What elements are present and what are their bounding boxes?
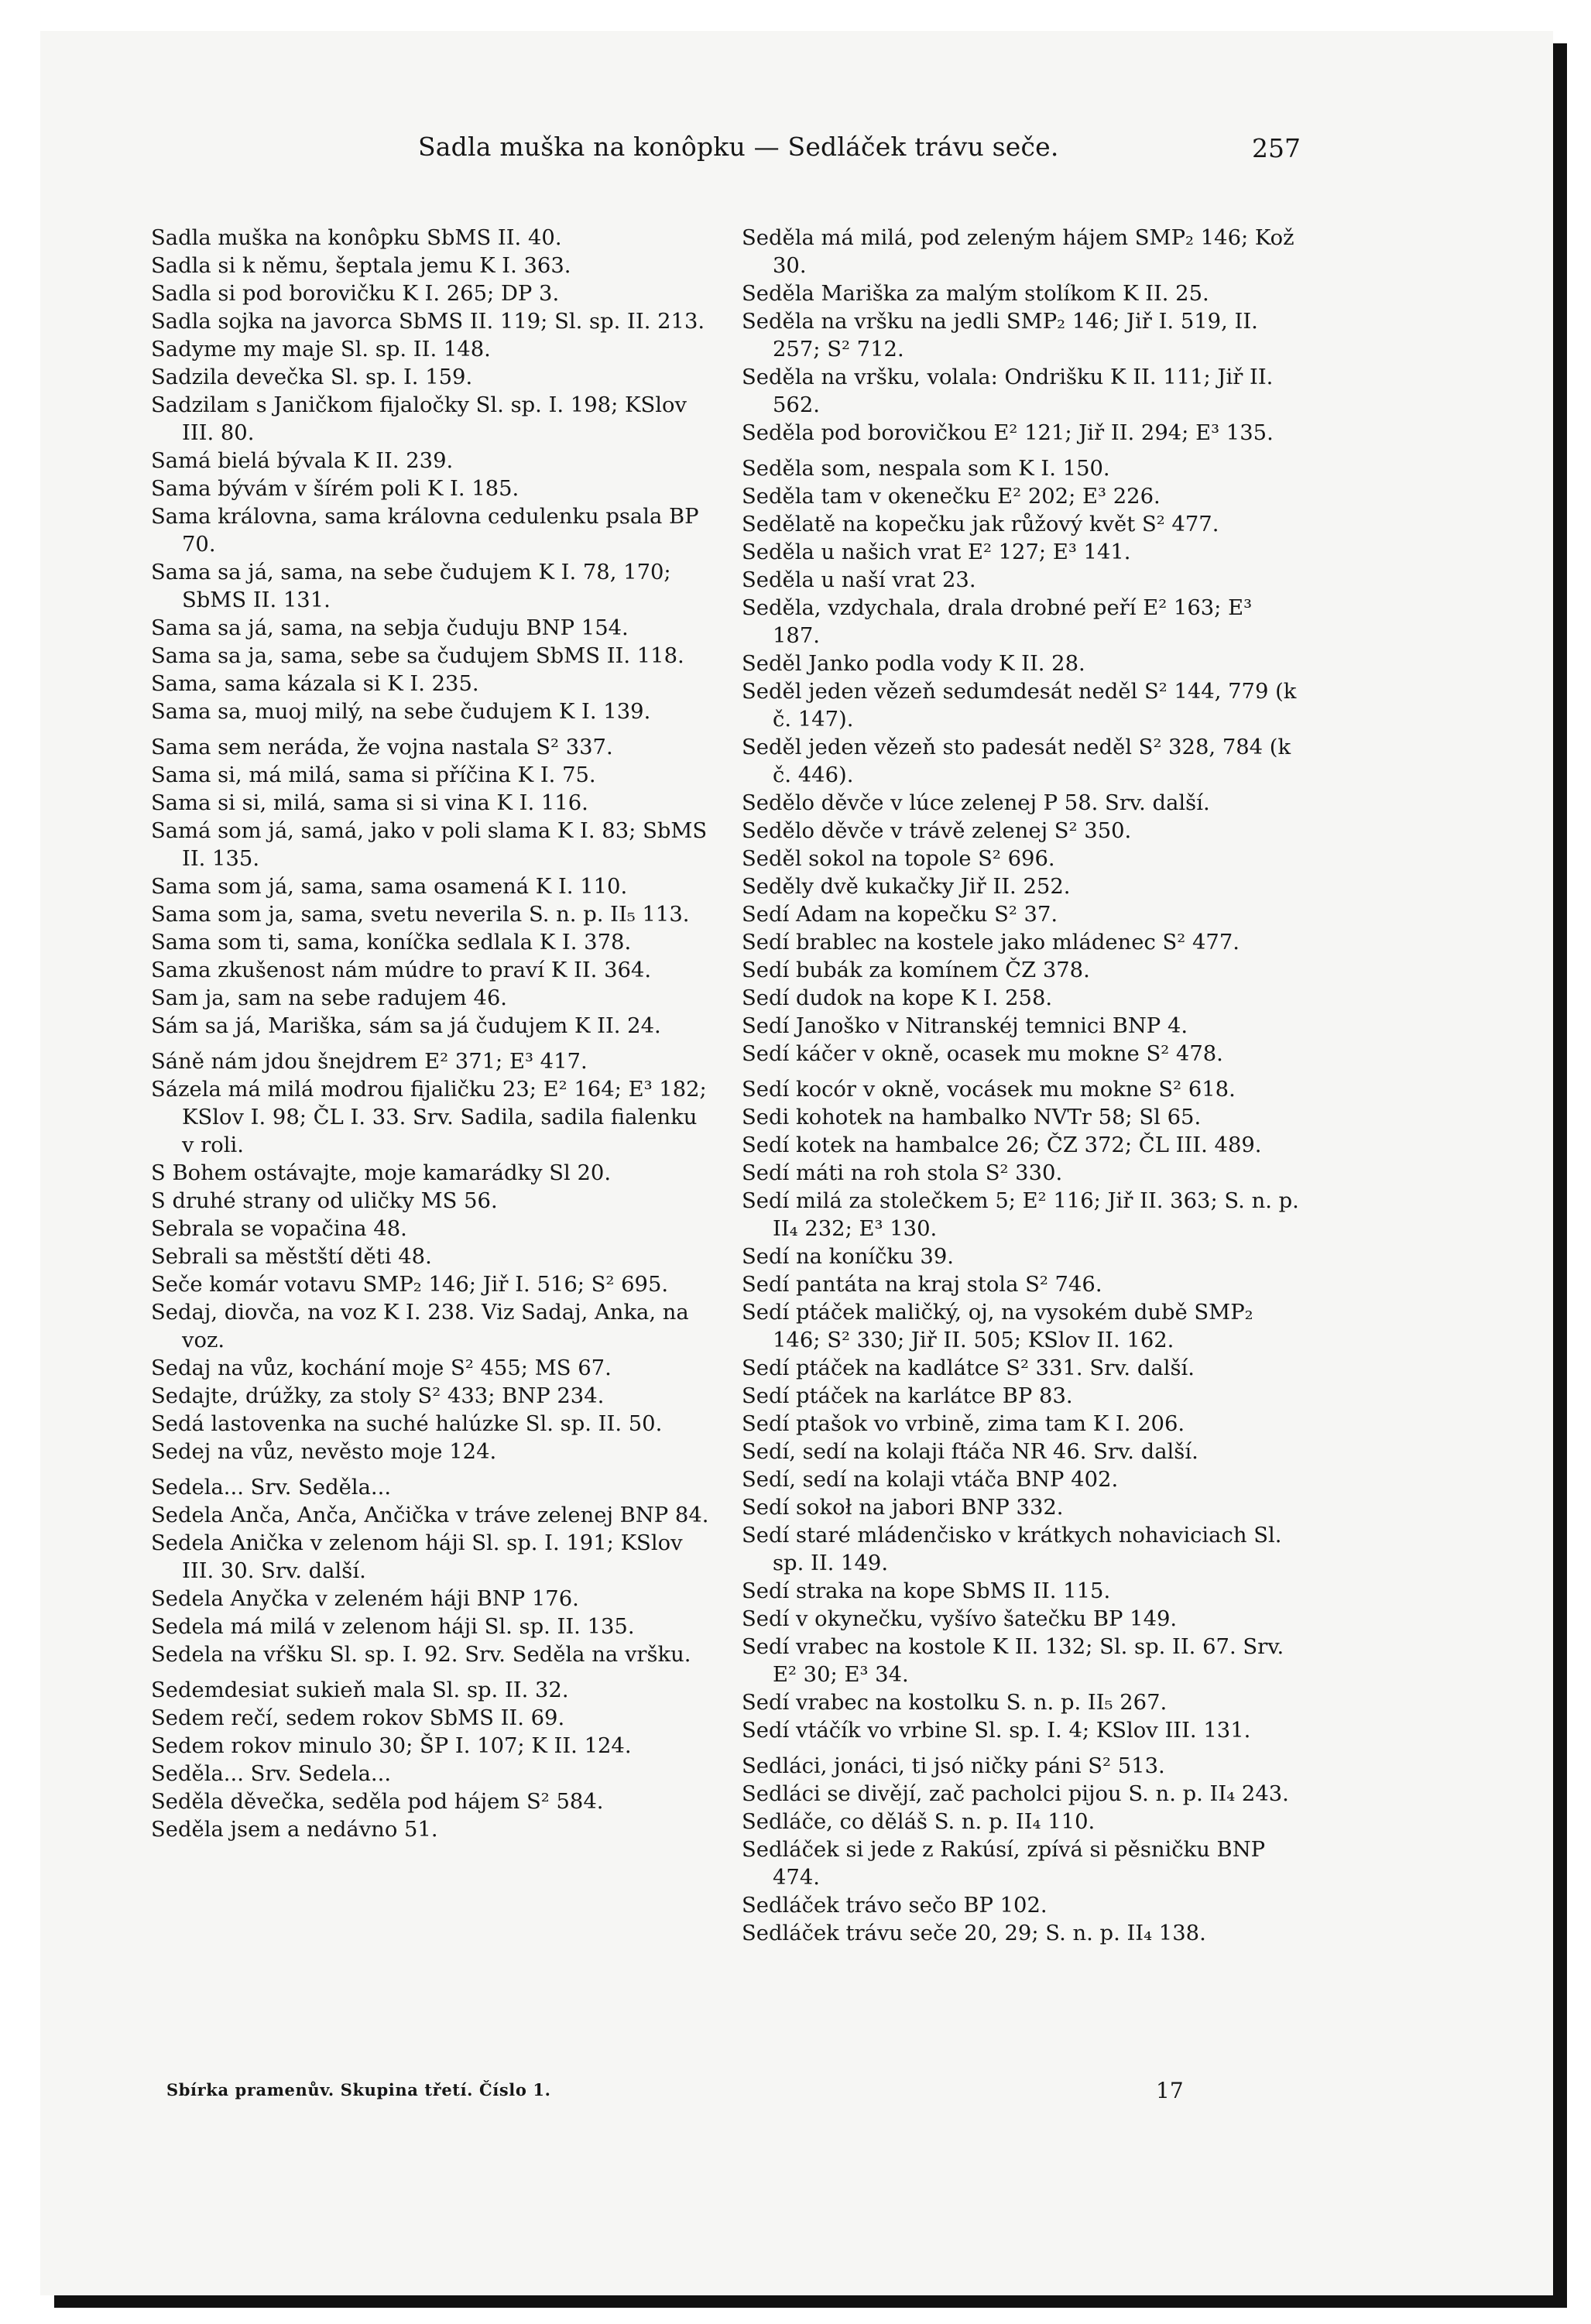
index-entry: Sedaj, diovča, na voz K I. 238. Viz Sadaj, Anka, na voz. (151, 1301, 689, 1352)
index-entry: Sedí sokoł na jabori BNP 332. (742, 1496, 1064, 1520)
index-entry: Sedí ptáček na karlátce BP 83. (742, 1384, 1073, 1408)
index-entry: Sama si si, milá, sama si si vina K I. 116. (151, 791, 588, 815)
index-entry: S druhé strany od uličky MS 56. (151, 1189, 498, 1213)
index-entry: Sedí ptáček na kadlátce S² 331. Srv. další. (742, 1356, 1195, 1380)
index-column-left (151, 225, 712, 1844)
index-entry: Sedí kocór v okně, vocásek mu mokne S² 618. (742, 1078, 1236, 1102)
index-entry: Seděla na vršku na jedli SMP₂ 146; Jiř I. 519, II. 257; S² 712. (742, 310, 1258, 362)
index-entry: Sedemdesiat sukieň mala Sl. sp. II. 32. (151, 1678, 569, 1702)
index-entry: Sedláček trávo sečo BP 102. (742, 1894, 1048, 1918)
index-entry: Sedí na koníčku 39. (742, 1245, 954, 1269)
page-number: 257 (1252, 133, 1301, 163)
index-entry: Sedláče, co děláš S. n. p. II₄ 110. (742, 1810, 1096, 1834)
index-entry: Seděl Janko podla vody K II. 28. (742, 652, 1085, 676)
index-entry: Sedí bubák za komínem ČZ 378. (742, 958, 1090, 982)
index-entry: Sedí, sedí na kolaji ftáča NR 46. Srv. další. (742, 1440, 1198, 1464)
index-entry: Sedem rečí, sedem rokov SbMS II. 69. (151, 1706, 565, 1730)
index-entry: Sama královna, sama královna cedulenku psala BP 70. (151, 505, 699, 557)
index-entry: Sedí vrabec na kostolku S. n. p. II₅ 267. (742, 1691, 1168, 1715)
index-entry: Sedí brablec na kostele jako mládenec S² 477. (742, 931, 1240, 955)
index-entry: Seděl sokol na topole S² 696. (742, 847, 1055, 871)
index-entry: Sedělo děvče v trávě zelenej S² 350. (742, 819, 1132, 843)
footer-sheet-number: 17 (1156, 2078, 1184, 2103)
index-entry: Sedláček si jede z Rakúsí, zpívá si pěsničku BNP 474. (742, 1838, 1266, 1890)
index-entry: Seče komár votavu SMP₂ 146; Jiř I. 516; S² 695. (151, 1273, 669, 1297)
index-entry: S Bohem ostávajte, moje kamarádky Sl 20. (151, 1161, 612, 1185)
index-entry: Sedela... Srv. Seděla... (151, 1476, 392, 1500)
index-entry: Sedela Anička v zelenom háji Sl. sp. I. 191; KSlov III. 30. Srv. další. (151, 1531, 683, 1583)
index-entry: Sedláček trávu seče 20, 29; S. n. p. II₄ 138. (742, 1921, 1206, 1945)
index-entry: Sedí staré mládenčisko v krátkych nohaviciach Sl. sp. II. 149. (742, 1524, 1282, 1575)
index-entry: Seděl jeden vězeň sto padesát neděl S² 328, 784 (k č. 446). (742, 735, 1291, 787)
index-entry: Sedi kohotek na hambalko NVTr 58; Sl 65. (742, 1105, 1202, 1129)
index-entry: Sama som ja, sama, svetu neverila S. n. p. II₅ 113. (151, 903, 690, 927)
index-entry: Sedá lastovenka na suché halúzke Sl. sp. II. 50. (151, 1412, 663, 1436)
index-entry: Sedí vtáčík vo vrbine Sl. sp. I. 4; KSlov III. 131. (742, 1719, 1251, 1743)
index-entry: Sadla si k němu, šeptala jemu K I. 363. (151, 254, 571, 278)
index-entry: Samá som já, samá, jako v poli slama K I. 83; SbMS II. 135. (151, 819, 708, 871)
index-entry: Samá bielá bývala K II. 239. (151, 449, 454, 473)
index-entry: Sama sem neráda, že vojna nastala S² 337. (151, 735, 613, 759)
index-entry: Sama som já, sama, sama osamená K I. 110. (151, 875, 628, 899)
index-entry: Sedí Janoško v Nitranskéj temnici BNP 4. (742, 1014, 1188, 1038)
index-entry: Seděla má milá, pod zeleným hájem SMP₂ 146; Kož 30. (742, 226, 1294, 278)
index-entry: Seděla na vršku, volala: Ondrišku K II. 111; Jiř II. 562. (742, 365, 1274, 417)
index-column-right (742, 225, 1301, 1948)
index-entry: Sedí káčer v okně, ocasek mu mokne S² 478. (742, 1042, 1223, 1066)
index-entry: Sadzilam s Janičkom fijaločky Sl. sp. I. 198; KSlov III. 80. (151, 393, 687, 445)
index-entry: Sáně nám jdou šnejdrem E² 371; E³ 417. (151, 1050, 588, 1074)
index-entry: Seděla u naší vrat 23. (742, 568, 976, 592)
index-entry: Sedí máti na roh stola S² 330. (742, 1161, 1063, 1185)
index-entry: Sedí v okynečku, vyšívo šatečku BP 149. (742, 1607, 1178, 1631)
index-entry: Seděla jsem a nedávno 51. (151, 1818, 438, 1842)
index-entry: Sebrala se vopačina 48. (151, 1217, 407, 1241)
index-entry: Sadla sojka na javorca SbMS II. 119; Sl. sp. II. 213. (151, 310, 705, 334)
index-entry: Sedí milá za stolečkem 5; E² 116; Jiř II. 363; S. n. p. II₄ 232; E³ 130. (742, 1189, 1299, 1241)
index-entry: Seděl jeden vězeň sedumdesát neděl S² 144, 779 (k č. 147). (742, 680, 1297, 732)
index-entry: Sama som ti, sama, koníčka sedlala K I. 378. (151, 931, 632, 955)
index-entry: Sedí ptáček maličký, oj, na vysokém dubě SMP₂ 146; S² 330; Jiř II. 505; KSlov II. 162. (742, 1301, 1253, 1352)
index-entry: Sama si, má milá, sama si příčina K I. 75. (151, 763, 596, 787)
index-entry: Sedělatě na kopečku jak růžový květ S² 477. (742, 512, 1219, 536)
index-entry: Sedela Anyčka v zeleném háji BNP 176. (151, 1587, 579, 1611)
index-entry: Sama sa já, sama, na sebja čuduju BNP 154. (151, 616, 629, 640)
index-entry: Sadla si pod borovičku K I. 265; DP 3. (151, 282, 560, 306)
index-entry: Seděla děvečka, seděla pod hájem S² 584. (151, 1790, 604, 1814)
index-entry: Sadyme my maje Sl. sp. II. 148. (151, 338, 491, 362)
index-entry: Sám sa já, Mariška, sám sa já čudujem K II. 24. (151, 1014, 661, 1038)
index-entry: Sadla muška na konôpku SbMS II. 40. (151, 226, 562, 250)
index-entry: Sedaj na vůz, kochání moje S² 455; MS 67. (151, 1356, 612, 1380)
index-entry: Sedela má milá v zelenom háji Sl. sp. II. 135. (151, 1615, 635, 1639)
index-entry: Sedí straka na kope SbMS II. 115. (742, 1579, 1111, 1603)
footer-series-note: Sbírka pramenův. Skupina třetí. Číslo 1. (166, 2080, 551, 2099)
index-entry: Sedělo děvče v lúce zelenej P 58. Srv. další. (742, 791, 1210, 815)
index-entry: Sedem rokov minulo 30; ŠP I. 107; K II. 124. (151, 1734, 632, 1758)
index-entry: Seděla, vzdychala, drala drobné peří E² 163; E³ 187. (742, 596, 1253, 648)
index-entry: Seděla Mariška za malým stolíkom K II. 25. (742, 282, 1209, 306)
index-entry: Sadzila devečka Sl. sp. I. 159. (151, 365, 473, 389)
index-entry: Sama, sama kázala si K I. 235. (151, 672, 479, 696)
index-entry: Sama sa ja, sama, sebe sa čudujem SbMS II. 118. (151, 644, 684, 668)
index-entry: Sedí pantáta na kraj stola S² 746. (742, 1273, 1102, 1297)
index-entry: Seděla pod borovičkou E² 121; Jiř II. 294; E³ 135. (742, 421, 1274, 445)
index-entry: Seděla... Srv. Sedela... (151, 1762, 392, 1786)
index-entry: Sedí ptašok vo vrbině, zima tam K I. 206. (742, 1412, 1185, 1436)
index-entry: Sedí Adam na kopečku S² 37. (742, 903, 1058, 927)
index-entry: Sedláci, jonáci, ti jsó ničky páni S² 513. (742, 1754, 1165, 1778)
index-entry: Sama sa já, sama, na sebe čudujem K I. 78, 170; SbMS II. 131. (151, 560, 671, 612)
index-entry: Sam ja, sam na sebe radujem 46. (151, 986, 508, 1010)
index-entry: Sedí kotek na hambalce 26; ČZ 372; ČL III. 489. (742, 1133, 1262, 1157)
index-entry: Sama sa, muoj milý, na sebe čudujem K I. 139. (151, 700, 651, 724)
running-header-title: Sadla muška na konôpku — Sedláček trávu seče. (418, 132, 1059, 162)
index-entry: Sedela Anča, Anča, Ančička v tráve zelenej BNP 84. (151, 1503, 709, 1527)
index-entry: Seděla tam v okenečku E² 202; E³ 226. (742, 485, 1161, 509)
index-entry: Sedláci se divějí, zač pacholci pijou S. n. p. II₄ 243. (742, 1782, 1289, 1806)
index-entry: Sázela má milá modrou fijaličku 23; E² 164; E³ 182; KSlov I. 98; ČL I. 33. Srv. Sadila, sadila fialenku v roli. (151, 1078, 707, 1157)
index-entry: Seděla u našich vrat E² 127; E³ 141. (742, 540, 1131, 564)
index-entry: Sedela na vŕšku Sl. sp. I. 92. Srv. Seděla na vršku. (151, 1643, 691, 1667)
index-entry: Sebrali sa městští děti 48. (151, 1245, 432, 1269)
index-entry: Sedajte, drúžky, za stoly S² 433; BNP 234. (151, 1384, 605, 1408)
index-entry: Sedí vrabec na kostole K II. 132; Sl. sp. II. 67. Srv. E² 30; E³ 34. (742, 1635, 1284, 1687)
index-entry: Sedej na vůz, nevěsto moje 124. (151, 1440, 497, 1464)
index-entry: Seděla som, nespala som K I. 150. (742, 457, 1110, 481)
index-entry: Seděly dvě kukačky Jiř II. 252. (742, 875, 1071, 899)
index-entry: Sama zkušenost nám múdre to praví K II. 364. (151, 958, 652, 982)
index-entry: Sedí, sedí na kolaji vtáča BNP 402. (742, 1468, 1119, 1492)
index-entry: Sama bývám v šírém poli K I. 185. (151, 477, 519, 501)
index-entry: Sedí dudok na kope K I. 258. (742, 986, 1053, 1010)
